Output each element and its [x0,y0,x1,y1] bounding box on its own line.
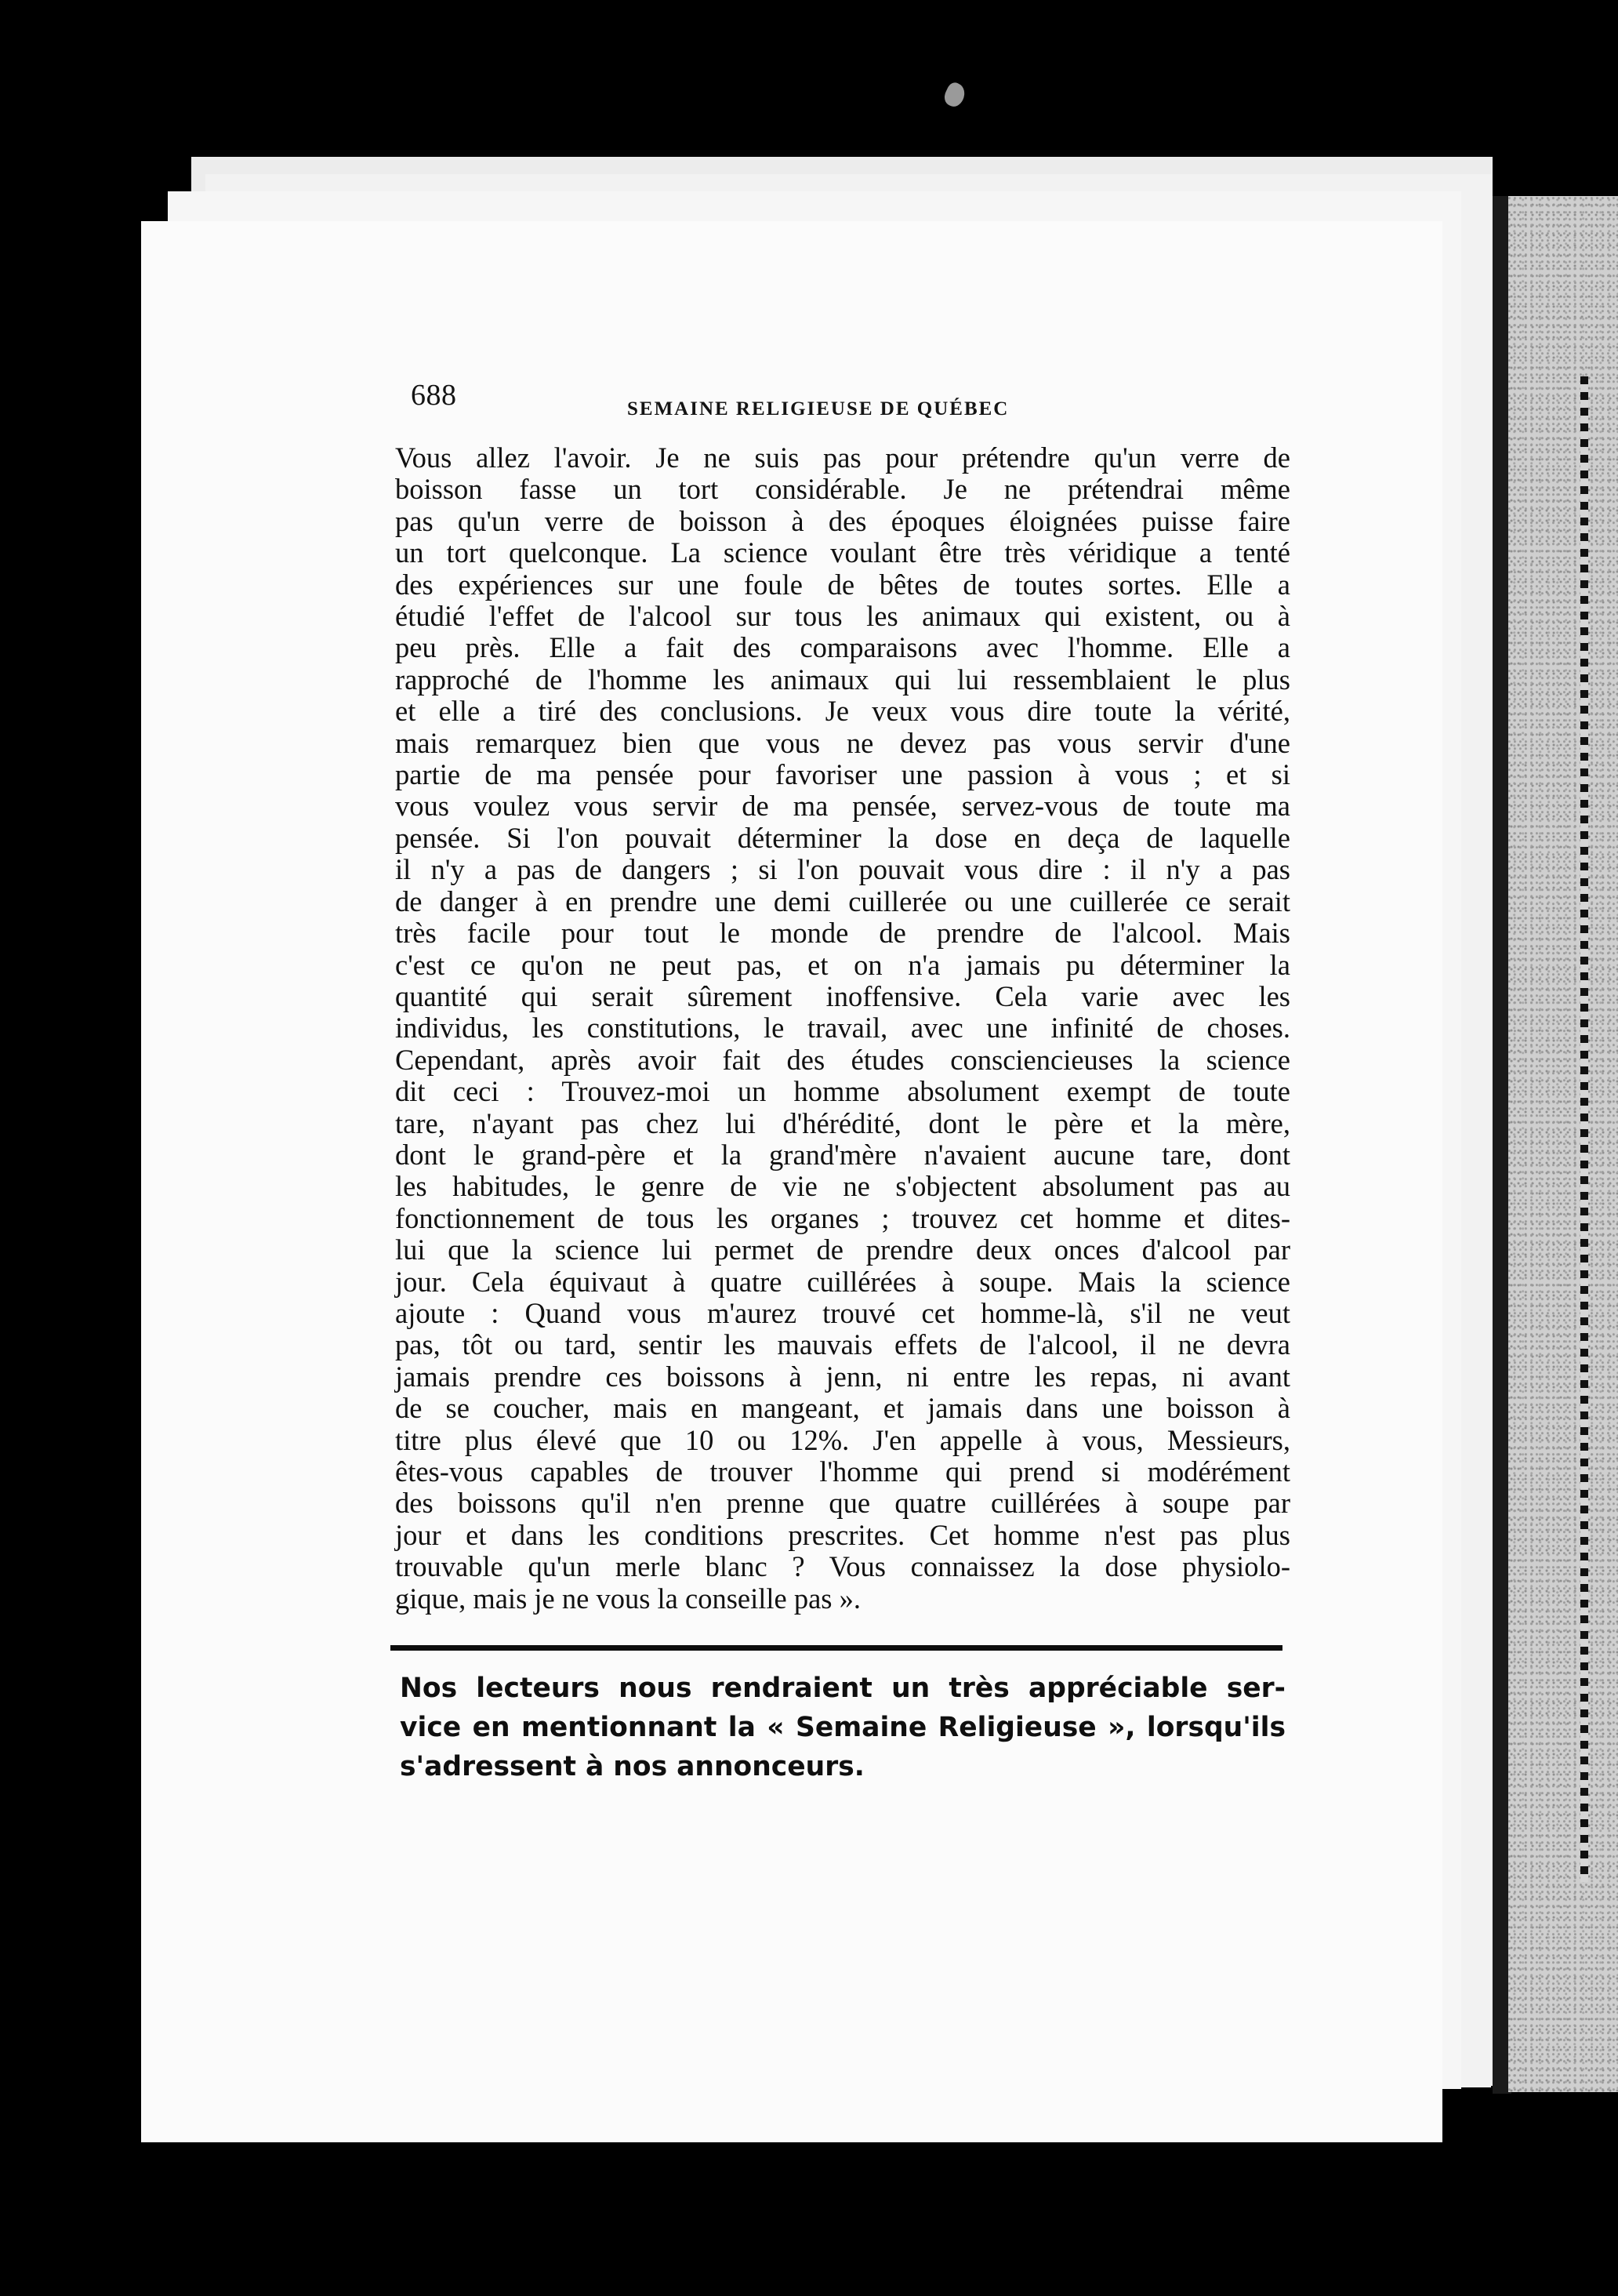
body-line: pensée. Si l'on pouvait déterminer la dose en deça de laquelle [395,821,1290,854]
body-line: très facile pour tout le monde de prendre de l'alcool. Mais [395,917,1290,950]
body-line: des boissons qu'il n'en prenne que quatre cuillérées à soupe par [395,1487,1290,1520]
body-line: êtes-vous capables de trouver l'homme qui prend si modérément [395,1455,1290,1488]
scan-speck [941,80,968,109]
body-line: ajoute : Quand vous m'aurez trouvé cet homme-là, s'il ne veut [395,1296,1290,1329]
body-line: pas, tôt ou tard, sentir les mauvais effets de l'alcool, il ne devra [395,1328,1290,1361]
body-line: c'est ce qu'on ne peut pas, et on n'a jamais pu déterminer la [395,948,1290,981]
reader-notice [400,1669,1286,1786]
body-line: des expériences sur une foule de bêtes de toutes sortes. Elle a [395,568,1290,601]
body-line: tare, n'ayant pas chez lui d'hérédité, dont le père et la mère, [395,1106,1290,1139]
body-line: individus, les constitutions, le travail, avec une infinité de choses. [395,1012,1290,1044]
article-body [395,442,1290,1615]
body-line: trouvable qu'un merle blanc ? Vous connaissez la dose physiolo- [395,1550,1290,1583]
running-title: SEMAINE RELIGIEUSE DE QUÉBEC [627,398,1010,420]
body-line: peu près. Elle a fait des comparaisons avec l'homme. Elle a [395,631,1290,664]
body-line: les habitudes, le genre de vie ne s'objectent absolument pas au [395,1170,1290,1203]
page-number: 688 [411,379,457,412]
body-line: boisson fasse un tort considérable. Je ne prétendrai même [395,473,1290,506]
body-line: dont le grand-père et la grand'mère n'avaient aucune tare, dont [395,1138,1290,1171]
body-line: jour. Cela équivaut à quatre cuillérées à soupe. Mais la science [395,1265,1290,1298]
body-line: vous voulez vous servir de ma pensée, servez-vous de toute ma [395,790,1290,823]
facing-page [1508,196,1618,2092]
notice-line: vice en mentionnant la « Semaine Religieuse », lorsqu'ils [400,1712,1286,1743]
body-line: un tort quelconque. La science voulant être très véridique a tenté [395,536,1290,569]
body-line: mais remarquez bien que vous ne devez pas vous servir d'une [395,726,1290,759]
body-line: et elle a tiré des conclusions. Je veux vous dire toute la vérité, [395,695,1290,728]
body-line: lui que la science lui permet de prendre deux onces d'alcool par [395,1233,1290,1266]
body-line: Cependant, après avoir fait des études consciencieuses la science [395,1043,1290,1076]
body-line: gique, mais je ne vous la conseille pas ». [395,1582,861,1615]
body-line: de se coucher, mais en mangeant, et jamais dans une boisson à [395,1392,1290,1425]
body-line: Vous allez l'avoir. Je ne suis pas pour prétendre qu'un verre de [395,441,1290,474]
notice-line: Nos lecteurs nous rendraient un très appréciable ser- [400,1673,1286,1704]
body-line: jamais prendre ces boissons à jenn, ni entre les repas, ni avant [395,1360,1290,1393]
section-rule [390,1645,1282,1651]
body-line: étudié l'effet de l'alcool sur tous les animaux qui existent, ou à [395,600,1290,633]
body-line: quantité qui serait sûrement inoffensive. Cela varie avec les [395,979,1290,1012]
body-line: dit ceci : Trouvez-moi un homme absolument exempt de toute [395,1075,1290,1108]
body-line: partie de ma pensée pour favoriser une passion à vous ; et si [395,758,1290,791]
notice-line: s'adressent à nos annonceurs. [400,1751,865,1782]
body-line: fonctionnement de tous les organes ; trouvez cet homme et dites- [395,1201,1290,1234]
body-line: il n'y a pas de dangers ; si l'on pouvait vous dire : il n'y a pas [395,853,1290,886]
body-line: jour et dans les conditions prescrites. Cet homme n'est pas plus [395,1518,1290,1551]
body-line: rapproché de l'homme les animaux qui lui ressemblaient le plus [395,663,1290,696]
body-line: pas qu'un verre de boisson à des époques éloignées puisse faire [395,504,1290,537]
body-line: titre plus élevé que 10 ou 12%. J'en appelle à vous, Messieurs, [395,1423,1290,1456]
body-line: de danger à en prendre une demi cuillerée ou une cuillerée ce serait [395,885,1290,917]
facing-page-border [1580,376,1588,1882]
